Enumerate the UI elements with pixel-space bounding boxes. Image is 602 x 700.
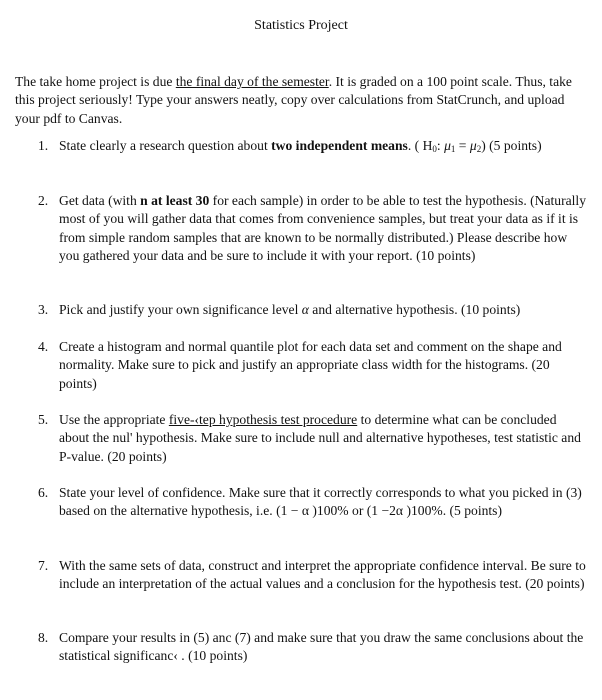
task-text-pre: State clearly a research question about <box>59 138 272 153</box>
task-text <box>59 301 588 319</box>
task-item-4 <box>38 338 588 393</box>
formula-equals: = <box>455 138 470 153</box>
task-text <box>59 484 588 521</box>
formula-sub-0: 0 <box>432 144 437 154</box>
task-number: 3. <box>38 302 49 317</box>
task-text-post: to determine what can be concluded about the nul' hypothesis. Make sure to include null and alternative hypotheses, test statistic and P-value. (20 points) <box>59 412 581 464</box>
task-number: 2. <box>38 193 49 208</box>
formula-close: ) (5 points) <box>481 138 542 153</box>
task-text-pre: Use the appropriate <box>59 412 169 427</box>
task-number: 7. <box>38 558 49 573</box>
task-item-8 <box>38 629 588 666</box>
intro-paragraph <box>15 73 575 128</box>
task-text: With the same sets of data, construct and interpret the appropriate confidence interval. Be sure to include an interpretation of the actual values and a conclusion for the hypothesis test. (20 points) <box>59 558 586 592</box>
task-bold-phrase: two independent means <box>271 138 408 153</box>
formula-colon: : <box>436 138 445 153</box>
task-text-pre: Pick and justify your own significance level <box>59 302 302 317</box>
task-item-5 <box>38 411 588 466</box>
intro-text-end: . It is graded on a 100 point scale. Thus, take this project seriously! Type your answers neatly, copy over calculations from StatCrunch, and upload your pdf to Canvas. <box>15 74 572 126</box>
task-text-pre: Get data (with <box>59 193 141 208</box>
task-text: Compare your results in (5) anc (7) and make sure that you draw the same conclusions about the statistical significanc‹ . (10 points) <box>59 630 584 664</box>
confidence-formula-1: (1 − α )100% <box>276 503 349 519</box>
task-text <box>59 137 588 158</box>
due-date-underlined: the final day of the semester <box>175 74 329 89</box>
formula-sub-2: 2 <box>476 144 482 154</box>
task-text-post: and alternative hypothesis. (10 points) <box>308 302 521 317</box>
task-number: 1. <box>38 138 49 153</box>
task-text <box>59 192 588 265</box>
task-text-pre: State your level of confidence. Make sure that it correctly corresponds to what you picked in (3) based on the alternative hypothesis, i.e. <box>59 485 582 519</box>
task-item-6 <box>38 484 588 521</box>
alpha-symbol: α <box>301 302 309 317</box>
task-item-1 <box>38 137 588 158</box>
formula-mu-1: μ <box>444 138 451 153</box>
confidence-formula-2: (1 −2α )100%. <box>366 503 447 519</box>
task-number: 4. <box>38 339 49 354</box>
formula-open: . ( H <box>407 138 433 153</box>
task-number: 5. <box>38 412 49 427</box>
procedure-underlined: five-‹tep hypothesis test procedure <box>168 412 358 427</box>
task-text <box>59 411 588 466</box>
hypothesis-formula <box>408 138 542 153</box>
task-bold-phrase: n at least 30 <box>140 193 210 208</box>
intro-text-start: The take home project is due <box>15 74 176 89</box>
task-item-7 <box>38 557 588 594</box>
task-number: 6. <box>38 485 49 500</box>
task-text-post: (5 points) <box>446 503 502 519</box>
formula-mu-2: μ <box>469 138 477 153</box>
task-item-3 <box>38 301 588 319</box>
task-number: 8. <box>38 630 49 645</box>
task-item-2 <box>38 192 588 265</box>
formula-sub-1: 1 <box>450 144 456 154</box>
task-text-post: for each sample) in order to be able to test the hypothesis. (Naturally most of you will gather data that comes from convenience samples, but treat your data as if it is from simple random samples that are known to be normally distributed.) Please describe how you gathered your data and be sure to include it with your report. (10 points) <box>59 193 587 263</box>
task-text: Create a histogram and normal quantile plot for each data set and comment on the shape and normality. Make sure to pick and justify an appropriate class width for the histograms. (20 points) <box>59 339 562 391</box>
page-title: Statistics Project <box>254 18 348 33</box>
task-text-or: or <box>348 503 367 519</box>
